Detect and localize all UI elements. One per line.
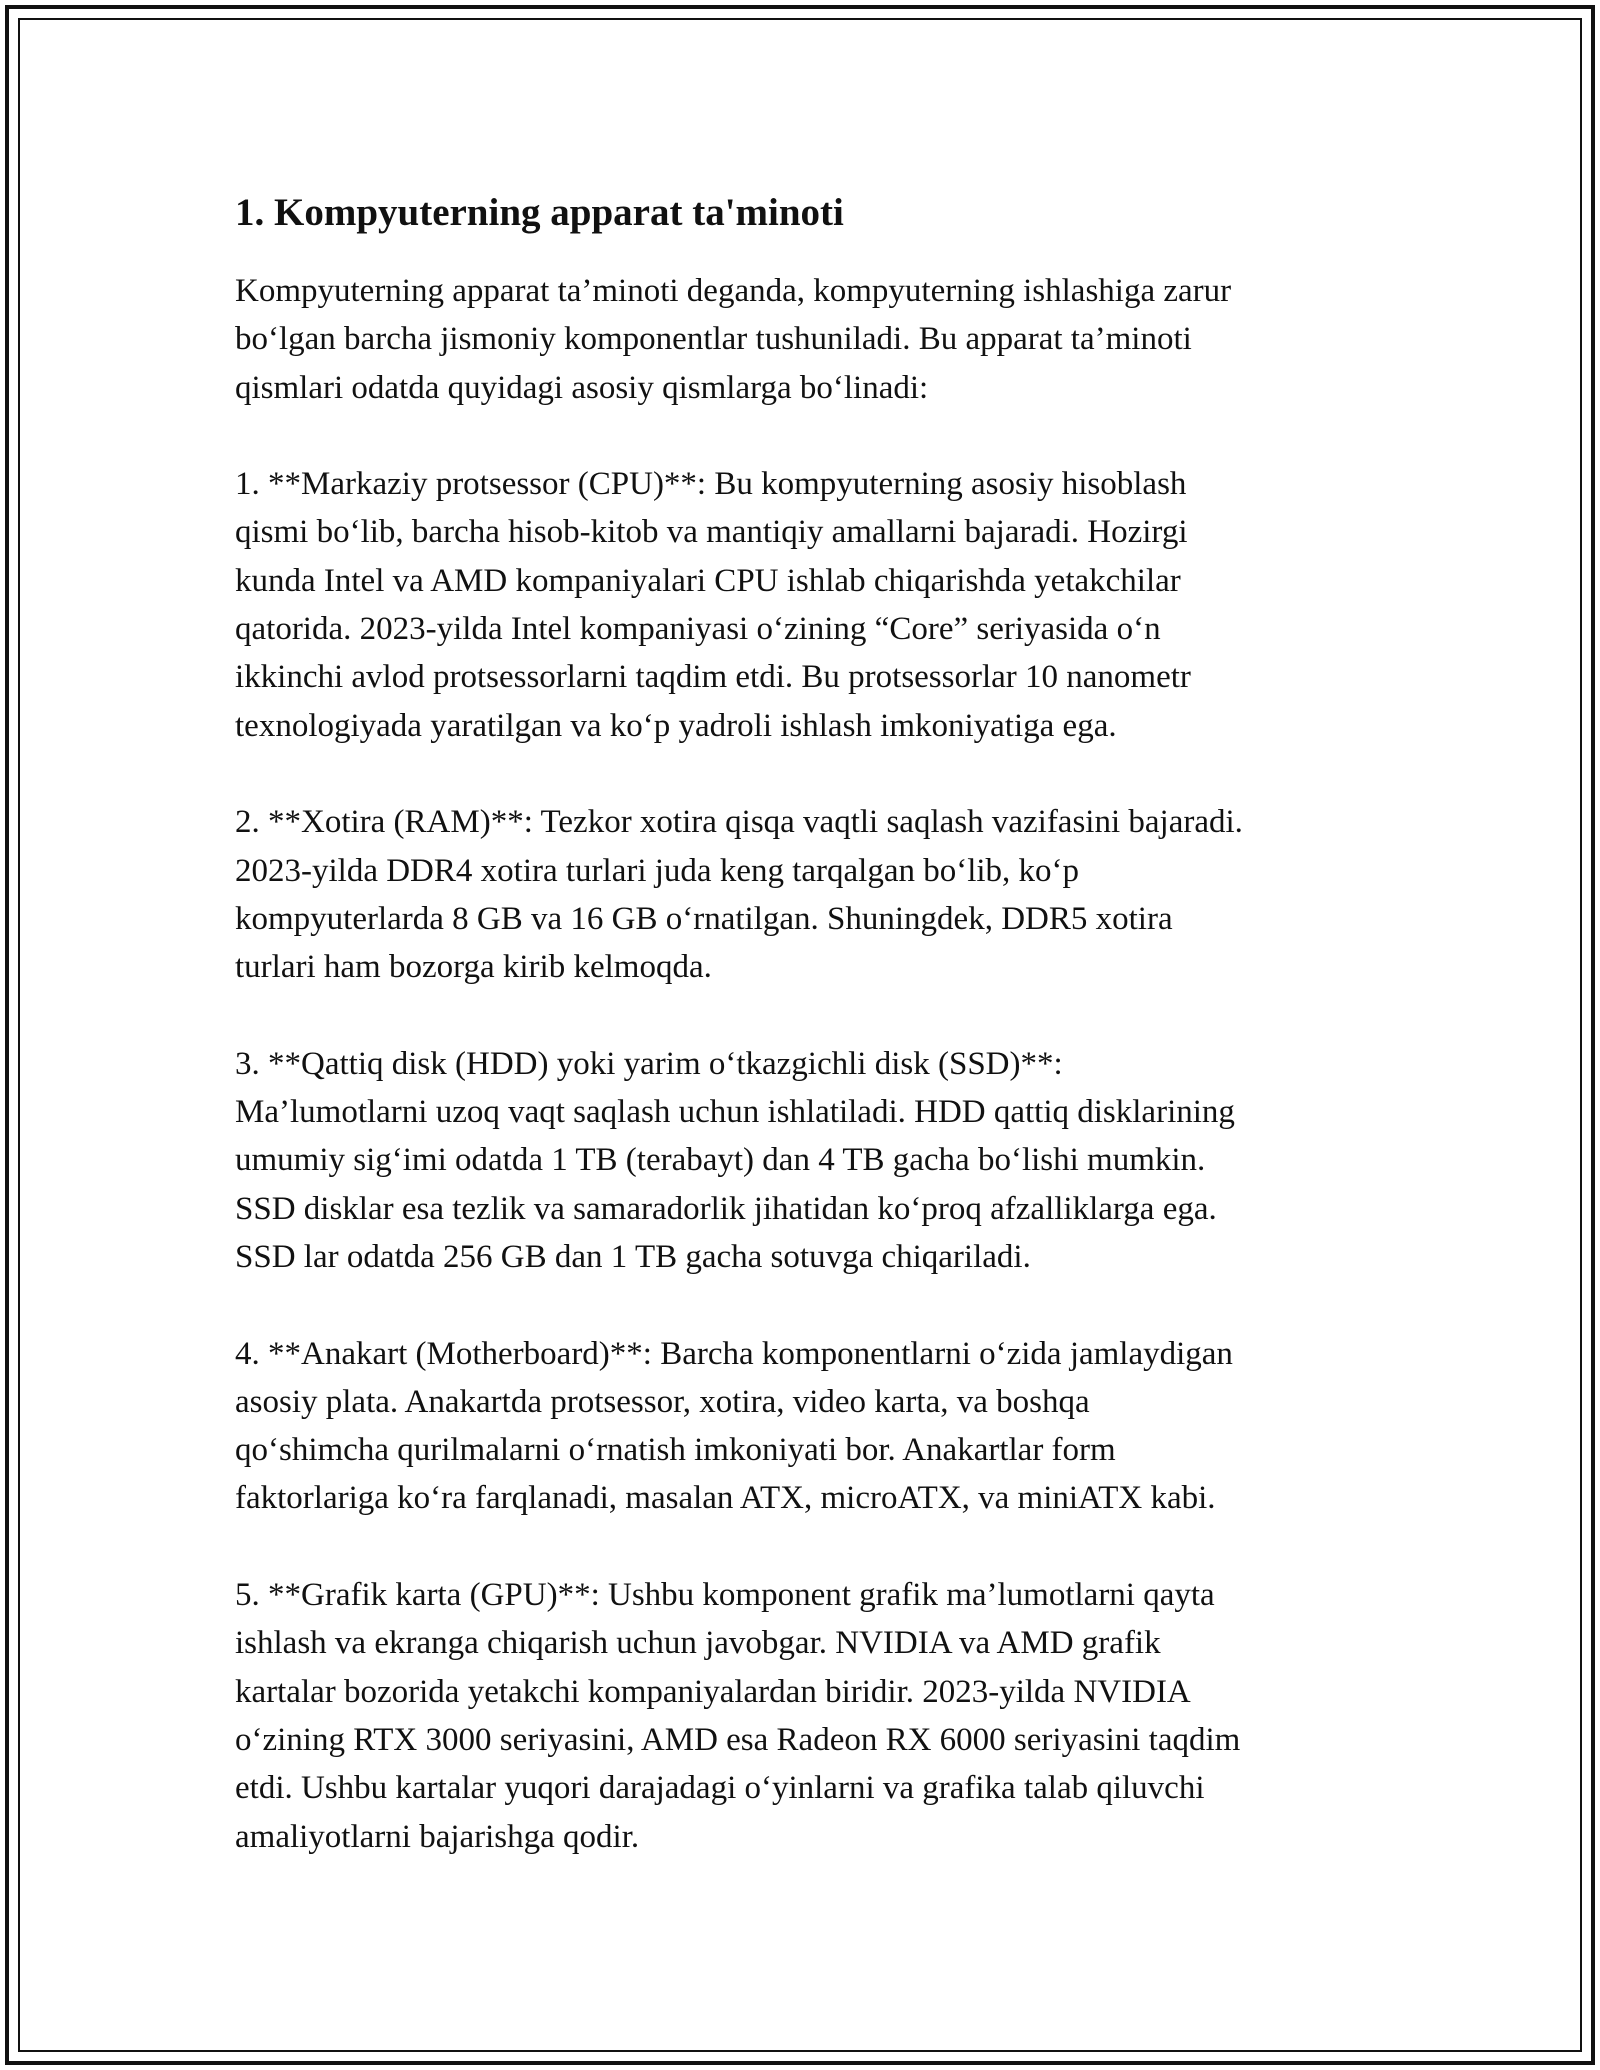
text-line: qatorida. 2023-yilda Intel kompaniyasi o‘zining “Core” seriyasida o‘n xyxy=(235,611,1161,648)
text-line: SSD lar odatda 256 GB dan 1 TB gacha sotuvga chiqariladi. xyxy=(235,1238,1031,1275)
text-line: ishlash va ekranga chiqarish uchun javobgar. NVIDIA va AMD grafik xyxy=(235,1625,1161,1662)
text-line: 2023-yilda DDR4 xotira turlari juda keng tarqalgan bo‘lib, ko‘p xyxy=(235,852,1080,889)
section-gpu xyxy=(235,1571,1385,1861)
text-line: 3. **Qattiq disk (HDD) yoki yarim o‘tkazgichli disk (SSD)**: xyxy=(235,1045,1063,1082)
text-line: faktorlariga ko‘ra farqlanadi, masalan ATX, microATX, va miniATX kabi. xyxy=(235,1480,1216,1517)
section-ram xyxy=(235,798,1385,991)
section-cpu xyxy=(235,460,1385,750)
text-line: Ma’lumotlarni uzoq vaqt saqlash uchun ishlatiladi. HDD qattiq disklarining xyxy=(235,1094,1235,1131)
text-line: ikkinchi avlod protsessorlarni taqdim etdi. Bu protsessorlar 10 nanometr xyxy=(235,659,1191,696)
text-line: asosiy plata. Anakartda protsessor, xotira, video karta, va boshqa xyxy=(235,1383,1090,1420)
text-line: etdi. Ushbu kartalar yuqori darajadagi o‘yinlarni va grafika talab qiluvchi xyxy=(235,1770,1205,1807)
text-line: qismi bo‘lib, barcha hisob-kitob va mantiqiy amallarni bajaradi. Hozirgi xyxy=(235,514,1188,551)
text-line: qismlari odatda quyidagi asosiy qismlarga bo‘linadi: xyxy=(235,369,929,406)
text-line: turlari ham bozorga kirib kelmoqda. xyxy=(235,949,712,986)
text-line: qo‘shimcha qurilmalarni o‘rnatish imkoniyati bor. Anakartlar form xyxy=(235,1432,1116,1469)
text-line: Kompyuterning apparat ta’minoti deganda, kompyuterning ishlashiga zarur xyxy=(235,273,1232,309)
text-line: 2. **Xotira (RAM)**: Tezkor xotira qisqa vaqtli saqlash vazifasini bajaradi. xyxy=(235,804,1243,841)
text-line: SSD disklar esa tezlik va samaradorlik jihatidan ko‘proq afzalliklarga ega. xyxy=(235,1190,1217,1227)
text-line: 1. **Markaziy protsessor (CPU)**: Bu kompyuterning asosiy hisoblash xyxy=(235,466,1187,503)
intro-paragraph xyxy=(235,267,1385,412)
text-line: umumiy sig‘imi odatda 1 TB (terabayt) dan 4 TB gacha bo‘lishi mumkin. xyxy=(235,1142,1206,1179)
text-line: 4. **Anakart (Motherboard)**: Barcha komponentlarni o‘zida jamlaydigan xyxy=(235,1335,1233,1372)
text-line: 5. **Grafik karta (GPU)**: Ushbu komponent grafik ma’lumotlarni qayta xyxy=(235,1577,1215,1614)
text-line: o‘zining RTX 3000 seriyasini, AMD esa Radeon RX 6000 seriyasini taqdim xyxy=(235,1721,1241,1758)
text-line: kunda Intel va AMD kompaniyalari CPU ishlab chiqarishda yetakchilar xyxy=(235,562,1181,599)
section-motherboard xyxy=(235,1330,1385,1523)
text-line: bo‘lgan barcha jismoniy komponentlar tushuniladi. Bu apparat ta’minoti xyxy=(235,321,1192,358)
section-storage xyxy=(235,1040,1385,1281)
text-line: texnologiyada yaratilgan va ko‘p yadroli ishlash imkoniyatiga ega. xyxy=(235,707,1117,744)
text-line: kartalar bozorida yetakchi kompaniyalardan biridir. 2023-yilda NVIDIA xyxy=(235,1673,1191,1710)
text-line: kompyuterlarda 8 GB va 16 GB o‘rnatilgan. Shuningdek, DDR5 xotira xyxy=(235,900,1173,937)
text-line: amaliyotlarni bajarishga qodir. xyxy=(235,1818,640,1855)
page-title: 1. Kompyuterning apparat ta'minoti xyxy=(235,191,844,234)
document-body xyxy=(235,185,1385,1909)
